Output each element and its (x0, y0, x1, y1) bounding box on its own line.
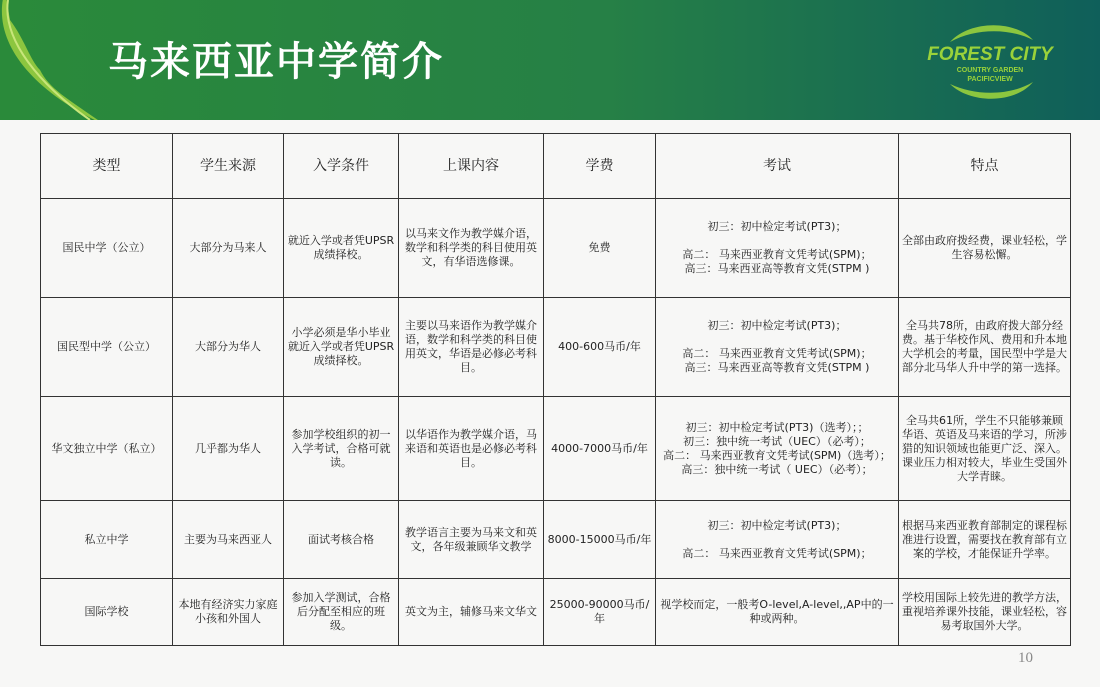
table-cell: 国民型中学（公立） (41, 298, 173, 397)
column-header: 考试 (656, 134, 899, 199)
exam-line: 初三：初中检定考试(PT3)； (707, 319, 847, 332)
school-comparison-table (40, 133, 1071, 646)
column-header: 特点 (899, 134, 1071, 199)
table-row (41, 579, 1071, 646)
table-cell: 国际学校 (41, 579, 173, 646)
table-cell: 参加学校组织的初一入学考试，合格可就读。 (284, 397, 399, 501)
table-cell: 小学必须是华小毕业就近入学或者凭UPSR成绩择校。 (284, 298, 399, 397)
table-cell: 大部分为华人 (173, 298, 284, 397)
table-cell (656, 579, 899, 646)
table-row (41, 298, 1071, 397)
exam-line: 高三：马来西亚高等教育文凭(STPM ) (684, 361, 870, 374)
table-cell (656, 501, 899, 579)
table-cell: 华文独立中学（私立） (41, 397, 173, 501)
exam-line: 初三：初中检定考试(PT3)； (707, 220, 847, 233)
exam-line: 高二： 马来西亚教育文凭考试(SPM)； (682, 546, 872, 560)
page-title: 马来西亚中学简介 (108, 39, 444, 85)
exam-line (659, 533, 895, 547)
exam-line: 高三：马来西亚高等教育文凭(STPM ) (684, 262, 870, 275)
exam-line: 初三：独中统一考试（UEC）（必考）； (683, 434, 871, 448)
table-cell: 全马共61所，学生不只能够兼顾华语、英语及马来语的学习，所涉猎的知识领域也能更广泛、深入。课业压力相对较大，毕业生受国外大学青睐。 (899, 397, 1071, 501)
table-cell: 全部由政府拨经费，课业轻松，学生容易松懈。 (899, 199, 1071, 298)
table-row (41, 199, 1071, 298)
table-cell (656, 199, 899, 298)
table-cell: 4000-7000马币/年 (544, 397, 656, 501)
table-cell: 国民中学（公立） (41, 199, 173, 298)
table-row (41, 397, 1071, 501)
column-header: 上课内容 (399, 134, 544, 199)
slide-header (0, 0, 1100, 120)
column-header: 类型 (41, 134, 173, 199)
exam-line: 视学校而定，一般考O-level,A-level,,AP中的一种或两种。 (660, 598, 894, 625)
table-cell (656, 298, 899, 397)
table-cell: 参加入学测试，合格后分配至相应的班级。 (284, 579, 399, 646)
forest-city-logo: FOREST CITY COUNTRY GARDEN PACIFICVIEW (925, 22, 1055, 102)
table-cell: 根据马来西亚教育部制定的课程标准进行设置，需要找在教育部有立案的学校，才能保证升学率。 (899, 501, 1071, 579)
table-row (41, 501, 1071, 579)
exam-line (659, 333, 895, 347)
exam-line: 高二： 马来西亚教育文凭考试(SPM)； (682, 347, 872, 360)
exam-line: 初三：初中检定考试(PT3)（选考）；； (685, 420, 869, 434)
table-cell: 私立中学 (41, 501, 173, 579)
table-cell: 英文为主，辅修马来文华文 (399, 579, 544, 646)
table-cell: 全马共78所，由政府拨大部分经费。基于华校作风、费用和升本地大学机会的考量，国民型中学是大部分北马华人升中学的第一选择。 (899, 298, 1071, 397)
table-cell: 以华语作为教学媒介语，马来语和英语也是必修必考科目。 (399, 397, 544, 501)
table-cell: 教学语言主要为马来文和英文，各年级兼顾华文教学 (399, 501, 544, 579)
table-cell: 免费 (544, 199, 656, 298)
table-cell: 就近入学或者凭UPSR成绩择校。 (284, 199, 399, 298)
column-header: 入学条件 (284, 134, 399, 199)
table-cell: 主要为马来西亚人 (173, 501, 284, 579)
table-cell: 400-600马币/年 (544, 298, 656, 397)
table-cell: 以马来文作为教学媒介语，数学和科学类的科目使用英文，有华语选修课。 (399, 199, 544, 298)
table-cell: 25000-90000马币/年 (544, 579, 656, 646)
exam-line: 高三：独中统一考试（ UEC）（必考）； (681, 462, 873, 476)
column-header: 学生来源 (173, 134, 284, 199)
table-cell: 学校用国际上较先进的教学方法，重视培养课外技能，课业轻松，容易考取国外大学。 (899, 579, 1071, 646)
table-cell: 8000-15000马币/年 (544, 501, 656, 579)
exam-line: 初三：初中检定考试(PT3)； (707, 518, 847, 532)
exam-line: 高二： 马来西亚教育文凭考试(SPM)； (682, 248, 872, 261)
column-header: 学费 (544, 134, 656, 199)
table-cell: 几乎都为华人 (173, 397, 284, 501)
table-cell: 面试考核合格 (284, 501, 399, 579)
table-cell (656, 397, 899, 501)
page-number: 10 (1018, 650, 1033, 666)
table-cell: 主要以马来语作为教学媒介语，数学和科学类的科目使用英文，华语是必修必考科目。 (399, 298, 544, 397)
table-cell: 本地有经济实力家庭小孩和外国人 (173, 579, 284, 646)
exam-line: 高二： 马来西亚教育文凭考试(SPM)（选考）； (663, 448, 891, 462)
exam-line (659, 234, 895, 248)
leaf-decoration-icon (0, 0, 110, 120)
table-cell: 大部分为马来人 (173, 199, 284, 298)
